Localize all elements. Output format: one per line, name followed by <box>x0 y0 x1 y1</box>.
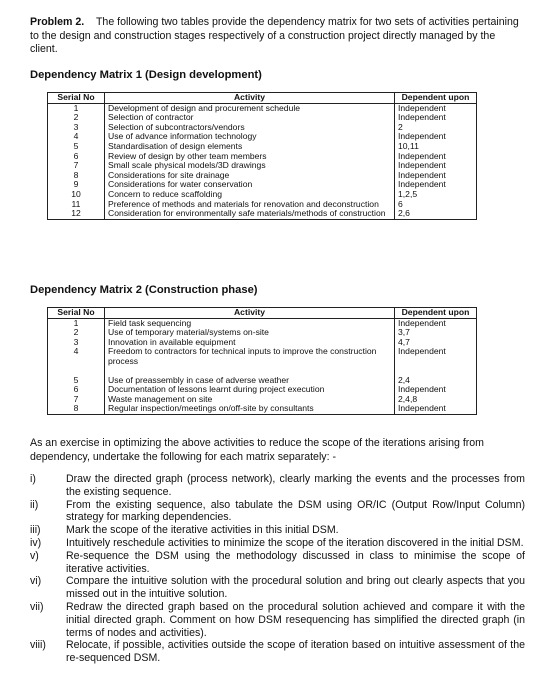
dependency-cell: Independent <box>395 113 477 123</box>
serial-cell: 4 <box>48 132 105 142</box>
serial-cell: 1 <box>48 318 105 328</box>
task-text: Compare the intuitive solution with the procedural solution and bring out clearly aspects that you missed out in the intuitive solution. <box>66 575 525 601</box>
serial-cell: 3 <box>48 123 105 133</box>
dependency-cell: Independent <box>395 180 477 190</box>
task-text: Intuitively reschedule activities to minimize the scope of the iteration discovered in the initial DSM. <box>66 536 524 549</box>
task-number: i) <box>30 473 36 485</box>
activity-cell: Use of temporary material/systems on-site <box>105 328 395 338</box>
column-header-activity: Activity <box>105 93 395 104</box>
serial-cell: 3 <box>48 338 105 348</box>
matrix1-heading: Dependency Matrix 1 (Design development) <box>30 69 262 81</box>
dependency-cell: Independent <box>395 347 477 366</box>
task-text: From the existing sequence, also tabulate the DSM using OR/IC (Output Row/Input Column) strategy for marking dependencies. <box>66 498 525 524</box>
column-header-dependent: Dependent upon <box>395 93 477 104</box>
task-item <box>30 499 525 525</box>
dependency-cell: Independent <box>395 385 477 395</box>
dependency-cell: 2 <box>395 123 477 133</box>
serial-cell: 1 <box>48 103 105 113</box>
serial-cell: 4 <box>48 347 105 366</box>
dependency-cell: Independent <box>395 318 477 328</box>
serial-cell: 9 <box>48 180 105 190</box>
dependency-cell: 2,4 <box>395 376 477 386</box>
activity-cell: Use of advance information technology <box>105 132 395 142</box>
table-row <box>48 404 477 414</box>
task-item <box>30 575 525 601</box>
dependency-cell: 2,6 <box>395 209 477 219</box>
task-number: vii) <box>30 600 44 613</box>
table-row <box>48 347 477 366</box>
activity-cell: Field task sequencing <box>105 318 395 328</box>
column-header-dependent: Dependent upon <box>395 308 477 319</box>
activity-cell: Standardisation of design elements <box>105 142 395 152</box>
activity-cell: Freedom to contractors for technical inputs to improve the construction process <box>105 347 395 366</box>
dependency-cell: 6 <box>395 200 477 210</box>
task-item <box>30 550 525 576</box>
activity-cell: Regular inspection/meetings on/off-site by consultants <box>105 404 395 414</box>
task-number: viii) <box>30 639 46 652</box>
activity-cell: Selection of contractor <box>105 113 395 123</box>
activity-cell: Selection of subcontractors/vendors <box>105 123 395 133</box>
task-item <box>30 524 525 537</box>
task-item <box>30 601 525 639</box>
dependency-matrix-1 <box>47 92 477 220</box>
dependency-cell: Independent <box>395 171 477 181</box>
column-header-serial: Serial No <box>48 93 105 104</box>
dependency-cell: Independent <box>395 132 477 142</box>
dependency-cell: 4,7 <box>395 338 477 348</box>
exercise-instructions: As an exercise in optimizing the above activities to reduce the scope of the iterations arising from dependency, undertake the following for each matrix separately: - <box>30 437 485 463</box>
task-text: Relocate, if possible, activities outside the scope of iteration based on intuitive assessment of the re-sequenced DSM. <box>66 639 525 665</box>
dependency-cell: 1,2,5 <box>395 190 477 200</box>
dependency-cell: 3,7 <box>395 328 477 338</box>
dependency-cell: 2,4,8 <box>395 395 477 405</box>
task-text: Draw the directed graph (process network), clearly marking the events and the processes from the existing sequence. <box>66 473 525 498</box>
task-text: Mark the scope of the iterative activities in this initial DSM. <box>66 524 339 537</box>
activity-cell: Documentation of lessons learnt during project execution <box>105 385 395 395</box>
serial-cell: 11 <box>48 200 105 210</box>
serial-cell: 8 <box>48 404 105 414</box>
task-list <box>30 473 525 665</box>
activity-cell: Concern to reduce scaffolding <box>105 190 395 200</box>
serial-cell: 7 <box>48 395 105 405</box>
serial-cell: 5 <box>48 376 105 386</box>
activity-cell: Innovation in available equipment <box>105 338 395 348</box>
task-item <box>30 537 525 550</box>
task-number: ii) <box>30 498 39 511</box>
dependency-cell: Independent <box>395 161 477 171</box>
serial-cell: 2 <box>48 113 105 123</box>
task-number: iv) <box>30 536 42 549</box>
activity-cell: Use of preassembly in case of adverse weather <box>105 376 395 386</box>
serial-cell: 5 <box>48 142 105 152</box>
matrix2-heading: Dependency Matrix 2 (Construction phase) <box>30 284 258 296</box>
task-number: vi) <box>30 575 42 588</box>
serial-cell: 10 <box>48 190 105 200</box>
task-number: iii) <box>30 524 41 537</box>
activity-cell: Waste management on site <box>105 395 395 405</box>
dependency-cell: Independent <box>395 404 477 414</box>
activity-cell: Considerations for site drainage <box>105 171 395 181</box>
table-row <box>48 209 477 219</box>
problem-statement <box>30 16 525 57</box>
dependency-cell: Independent <box>395 152 477 162</box>
dependency-cell: 10,11 <box>395 142 477 152</box>
activity-cell: Review of design by other team members <box>105 152 395 162</box>
column-header-serial: Serial No <box>48 308 105 319</box>
serial-cell: 12 <box>48 209 105 219</box>
activity-cell: Small scale physical models/3D drawings <box>105 161 395 171</box>
serial-cell: 2 <box>48 328 105 338</box>
dependency-cell: Independent <box>395 103 477 113</box>
activity-cell: Considerations for water conservation <box>105 180 395 190</box>
task-text: Re-sequence the DSM using the methodology discussed in class to minimise the scope of iterative activities. <box>66 549 525 575</box>
serial-cell: 8 <box>48 171 105 181</box>
task-item <box>30 639 525 665</box>
task-item <box>30 473 525 499</box>
activity-cell: Development of design and procurement schedule <box>105 103 395 113</box>
activity-cell: Consideration for environmentally safe materials/methods of construction <box>105 209 395 219</box>
serial-cell: 6 <box>48 152 105 162</box>
problem-label: Problem 2. <box>30 16 85 28</box>
dependency-matrix-2 <box>47 307 477 415</box>
task-text: Redraw the directed graph based on the procedural solution achieved and compare it with the initial directed graph. Comment on how DSM resequencing has simplified the directed graph (in terms of nodes and activities). <box>66 600 525 639</box>
problem-text: The following two tables provide the dependency matrix for two sets of activities pertaining to the design and construction stages respectively of a construction project directly managed by the client. <box>30 16 519 56</box>
serial-cell: 7 <box>48 161 105 171</box>
task-number: v) <box>30 549 39 562</box>
column-header-activity: Activity <box>105 308 395 319</box>
serial-cell: 6 <box>48 385 105 395</box>
activity-cell: Preference of methods and materials for renovation and deconstruction <box>105 200 395 210</box>
